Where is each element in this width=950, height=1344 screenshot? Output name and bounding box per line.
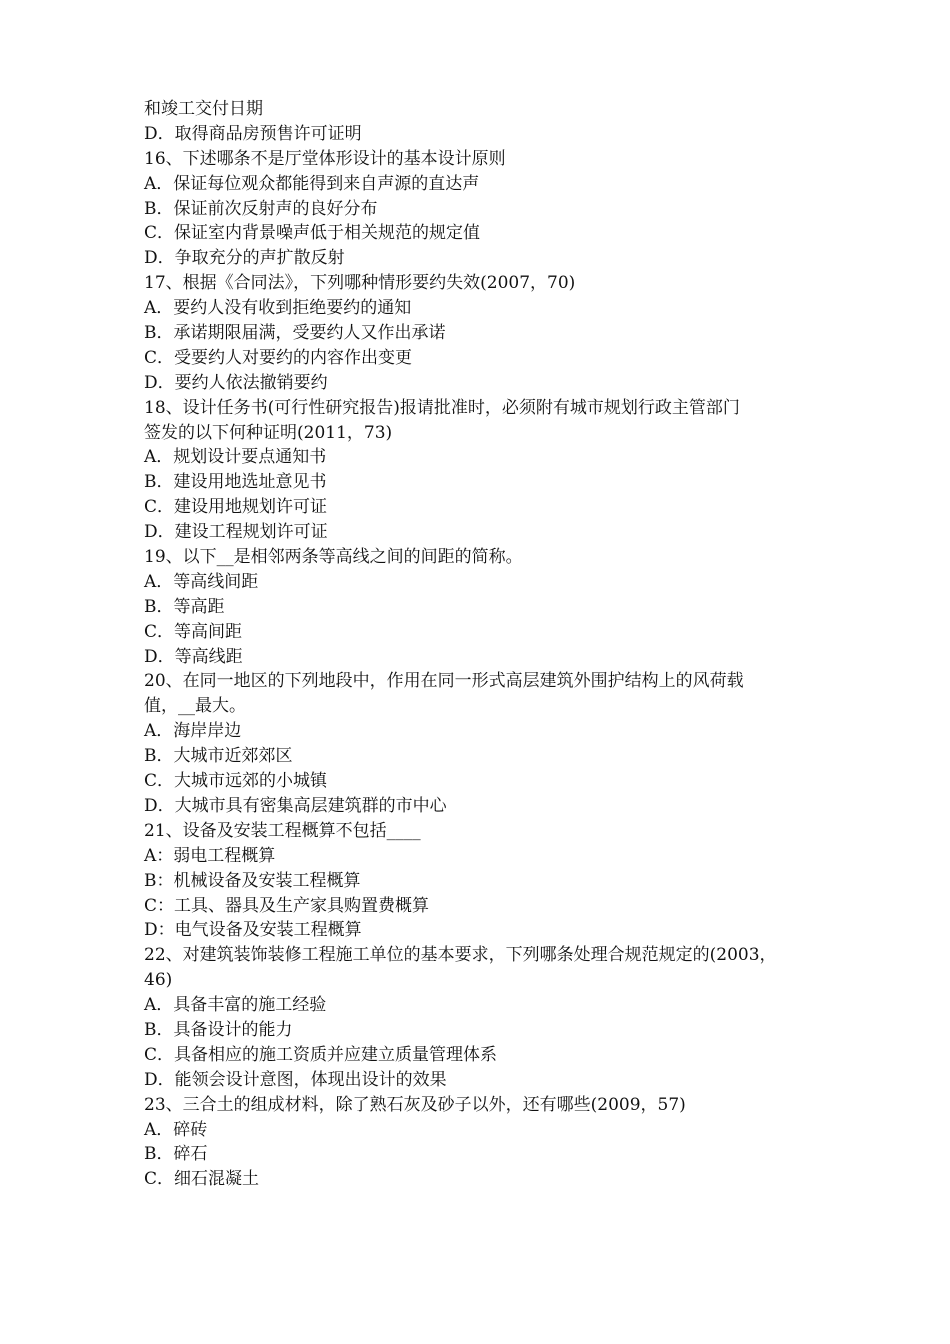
option-line: C：工具、器具及生产家具购置费概算 <box>144 895 430 916</box>
option-line: B．承诺期限届满，受要约人又作出承诺 <box>144 323 446 344</box>
option-line: A．要约人没有收到拒绝要约的通知 <box>144 298 412 319</box>
question-23: 23、三合土的组成材料，除了熟石灰及砂子以外，还有哪些(2009，57) <box>144 1094 686 1115</box>
option-line: A．碎砖 <box>144 1119 208 1140</box>
question-18-continued: 签发的以下何种证明(2011，73) <box>144 422 393 443</box>
option-line: A．海岸岸边 <box>144 721 242 742</box>
question-16: 16、下述哪条不是厅堂体形设计的基本设计原则 <box>144 148 506 169</box>
question-20: 20、在同一地区的下列地段中，作用在同一形式高层建筑外围护结构上的风荷载 <box>144 671 744 692</box>
option-line: C．受要约人对要约的内容作出变更 <box>144 347 413 368</box>
question-22-continued: 46) <box>144 970 173 991</box>
option-line: B：机械设备及安装工程概算 <box>144 870 361 891</box>
option-line: B．建设用地选址意见书 <box>144 472 327 493</box>
text-line: 和竣工交付日期 <box>144 99 263 119</box>
option-line: C．细石混凝土 <box>144 1169 260 1190</box>
option-line: C．具备相应的施工资质并应建立质量管理体系 <box>144 1044 498 1065</box>
question-21: 21、设备及安装工程概算不包括____ <box>144 820 421 841</box>
option-line: D．大城市具有密集高层建筑群的市中心 <box>144 795 447 816</box>
option-line: B．碎石 <box>144 1144 208 1165</box>
question-19: 19、以下__是相邻两条等高线之间的间距的简称。 <box>144 547 523 568</box>
question-20-continued: 值，__最大。 <box>144 696 246 717</box>
option-line: B．保证前次反射声的良好分布 <box>144 198 378 219</box>
document-body <box>144 97 824 1192</box>
option-line: A．规划设计要点通知书 <box>144 447 327 468</box>
option-line: A．具备丰富的施工经验 <box>144 995 327 1016</box>
option-line: D．要约人依法撤销要约 <box>144 372 328 393</box>
option-line: A．保证每位观众都能得到来自声源的直达声 <box>144 173 480 194</box>
question-17: 17、根据《合同法》，下列哪种情形要约失效(2007，70) <box>144 273 576 294</box>
option-line: C．建设用地规划许可证 <box>144 497 328 518</box>
question-18: 18、设计任务书(可行性研究报告)报请批准时，必须附有城市规划行政主管部门 <box>144 397 740 418</box>
question-22: 22、对建筑装饰装修工程施工单位的基本要求，下列哪条处理合规范规定的(2003， <box>144 945 777 966</box>
option-line: B．具备设计的能力 <box>144 1019 293 1040</box>
option-line: D．等高线距 <box>144 646 243 667</box>
option-line: D．取得商品房预售许可证明 <box>144 123 362 144</box>
option-line: D．建设工程规划许可证 <box>144 522 328 543</box>
option-line: A．等高线间距 <box>144 571 259 592</box>
option-line: C．大城市远郊的小城镇 <box>144 771 328 792</box>
option-line: B．大城市近郊郊区 <box>144 746 293 767</box>
option-line: C．等高间距 <box>144 621 243 642</box>
option-line: D：电气设备及安装工程概算 <box>144 920 362 941</box>
option-line: B．等高距 <box>144 596 225 617</box>
option-line: C．保证室内背景噪声低于相关规范的规定值 <box>144 223 481 244</box>
option-line: D．能领会设计意图，体现出设计的效果 <box>144 1069 447 1090</box>
option-line: A：弱电工程概算 <box>144 845 276 866</box>
option-line: D．争取充分的声扩散反射 <box>144 248 345 269</box>
